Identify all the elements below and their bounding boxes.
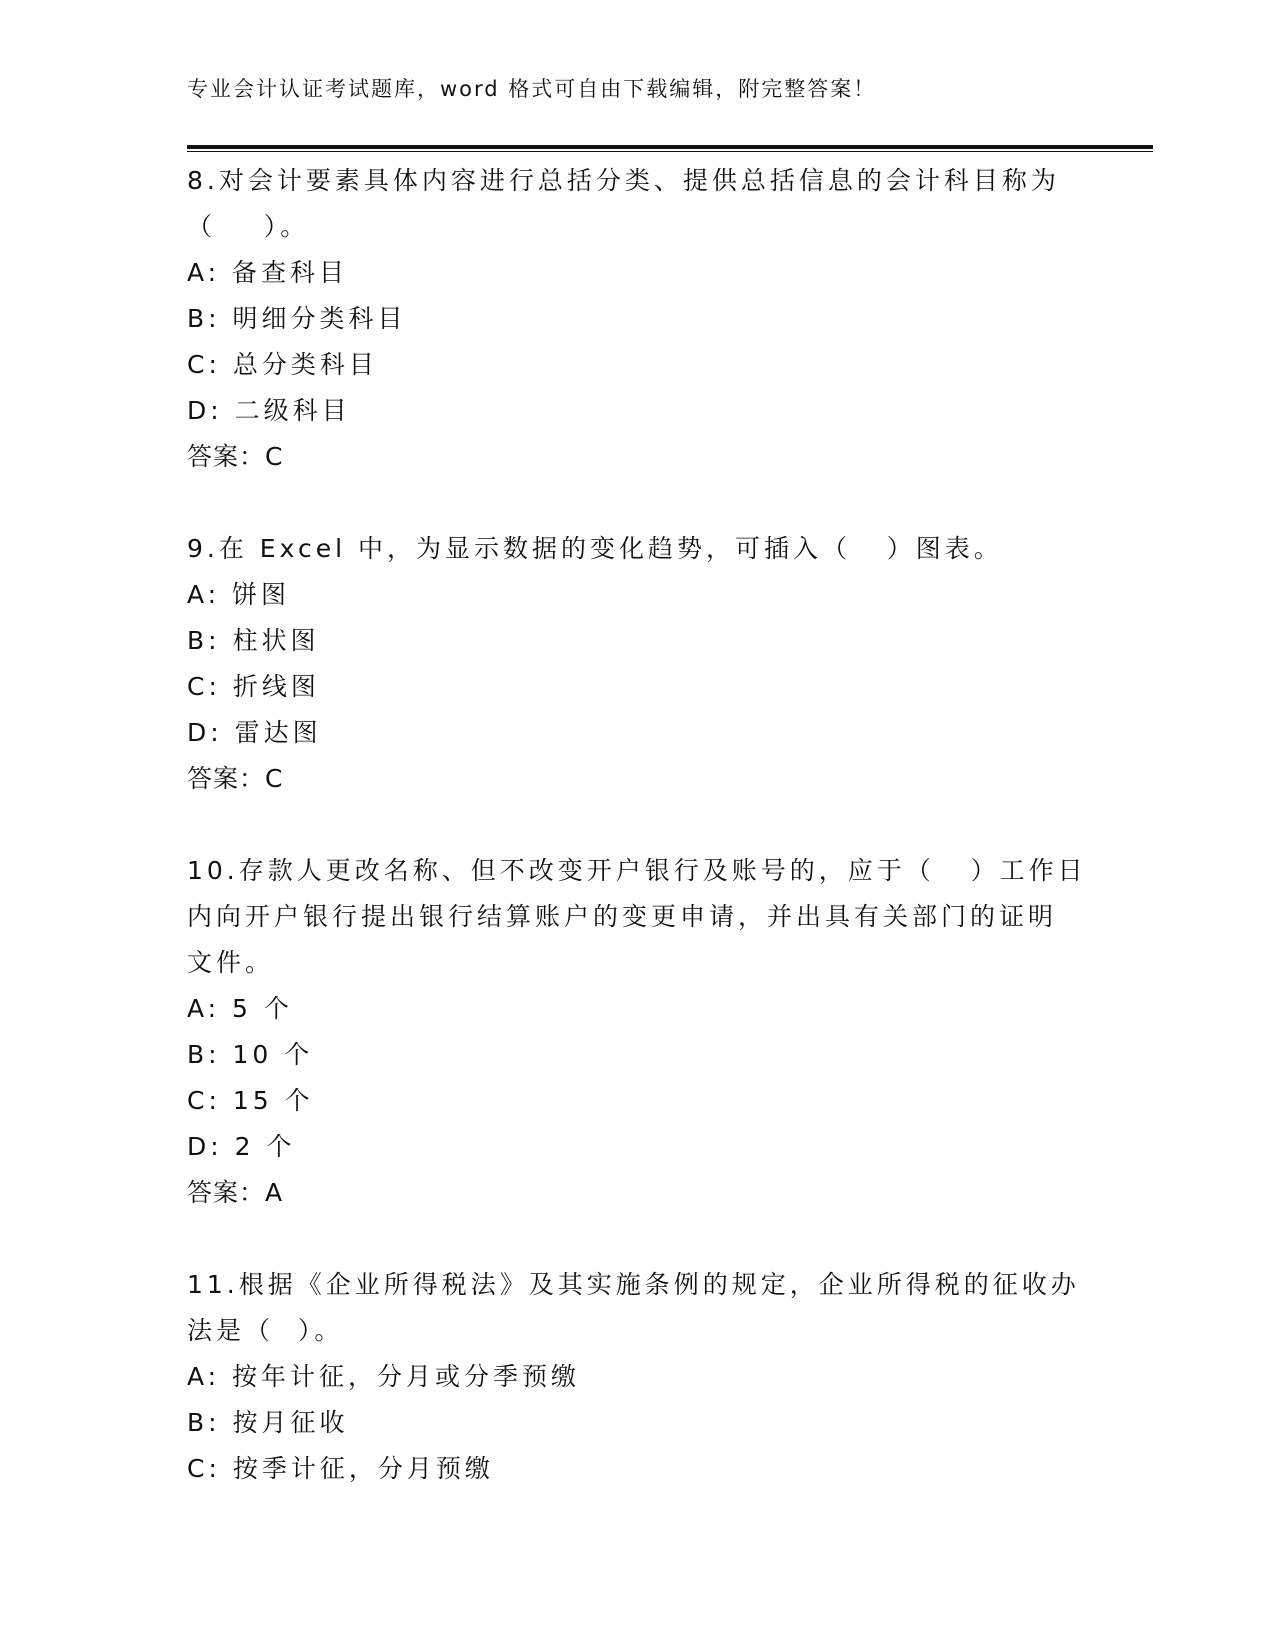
answer-line: 答案：C (187, 764, 284, 793)
answer-line: 答案：C (187, 442, 284, 471)
option-d: D: 雷达图 (187, 718, 322, 747)
option-b: B: 10 个 (187, 1040, 314, 1069)
document-header-note: 专业会计认证考试题库，word 格式可自由下载编辑，附完整答案！ (187, 77, 877, 101)
question-11 (187, 1262, 1087, 1492)
question-stem: 8.对会计要素具体内容进行总括分类、提供总括信息的会计科目称为 (187, 166, 1060, 195)
question-list (187, 158, 1087, 1538)
question-stem: 11.根据《企业所得税法》及其实施条例的规定，企业所得税的征收办 (187, 1270, 1080, 1299)
option-d: D: 二级科目 (187, 396, 351, 425)
option-d: D: 2 个 (187, 1132, 296, 1161)
question-stem: 10.存款人更改名称、但不改变开户银行及账号的，应于（ ）工作日 (187, 856, 1087, 885)
option-c: C: 15 个 (187, 1086, 314, 1115)
option-c: C: 总分类科目 (187, 350, 378, 379)
question-stem: 9.在 Excel 中，为显示数据的变化趋势，可插入（ ）图表。 (187, 534, 1003, 563)
question-stem: 文件。 (187, 948, 275, 977)
option-a: A: 按年计征，分月或分季预缴 (187, 1362, 581, 1391)
header-divider-thin (187, 151, 1153, 152)
option-b: B: 按月征收 (187, 1408, 349, 1437)
answer-line: 答案：A (187, 1178, 284, 1207)
question-9 (187, 526, 1087, 802)
header-divider-thick (187, 145, 1153, 149)
option-c: C: 折线图 (187, 672, 320, 701)
option-a: A: 备查科目 (187, 258, 349, 287)
question-10 (187, 848, 1087, 1216)
option-b: B: 柱状图 (187, 626, 320, 655)
option-b: B: 明细分类科目 (187, 304, 407, 333)
option-a: A: 饼图 (187, 580, 291, 609)
option-a: A: 5 个 (187, 994, 293, 1023)
question-stem: （ ）。 (187, 212, 310, 241)
option-c: C: 按季计征，分月预缴 (187, 1454, 494, 1483)
question-8 (187, 158, 1087, 480)
question-stem: 法是（ ）。 (187, 1316, 344, 1345)
question-stem: 内向开户银行提出银行结算账户的变更申请，并出具有关部门的证明 (187, 902, 1058, 931)
